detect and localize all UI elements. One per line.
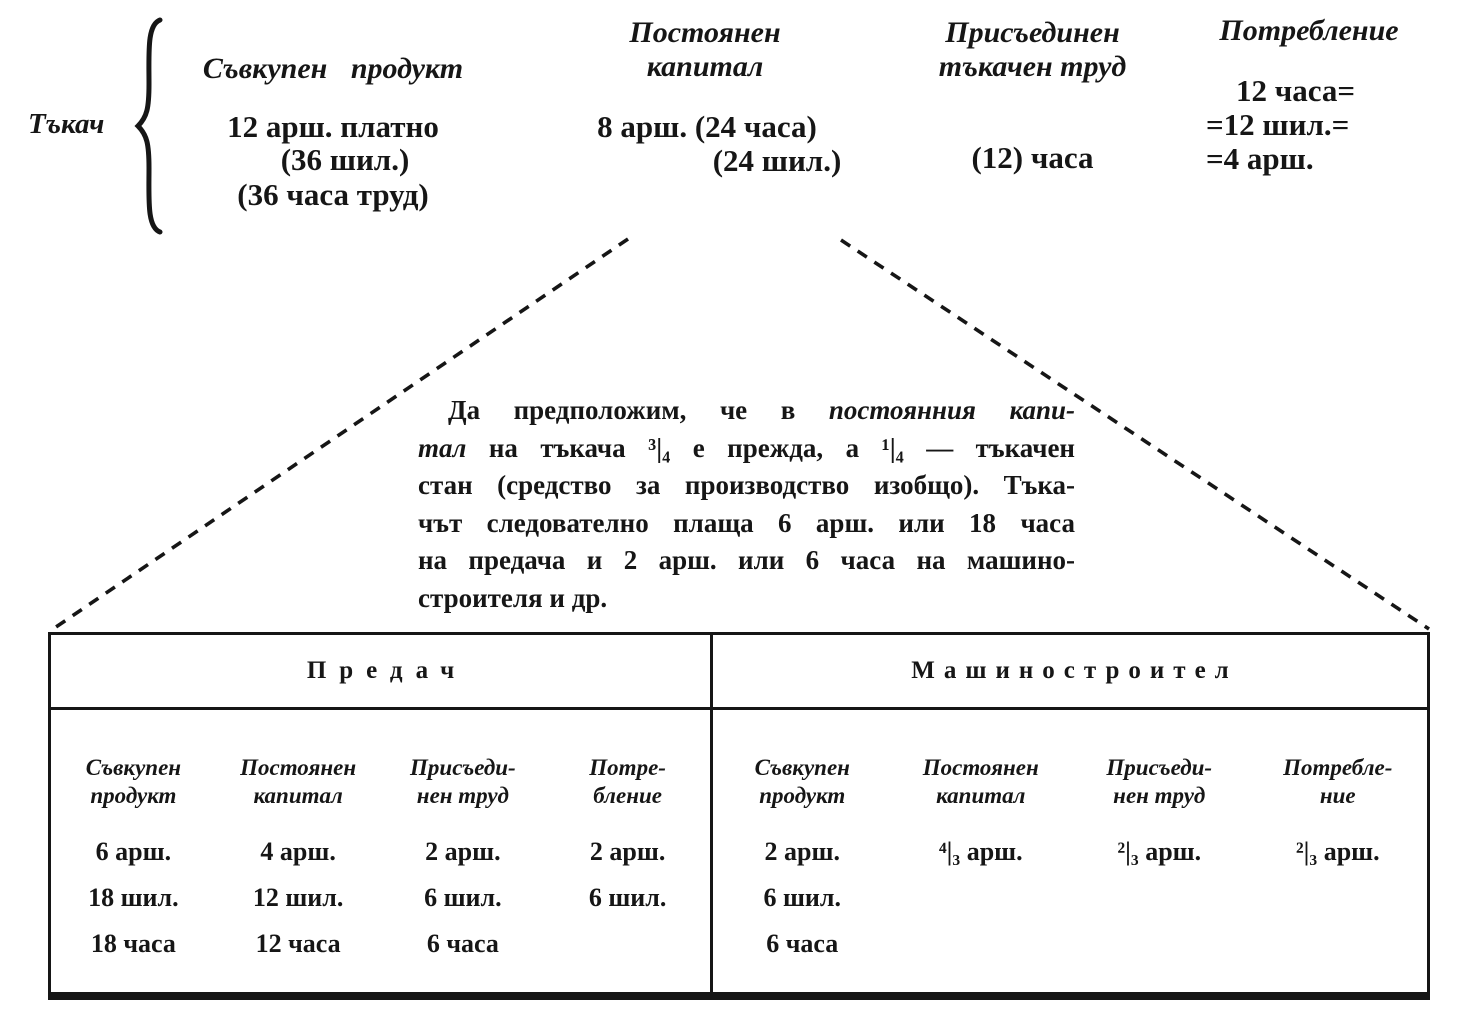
table-cell: 2 арш. [589, 837, 666, 866]
top-constant-capital-shillings: (24 шил.) [712, 143, 842, 178]
table-cell: 6 часа [766, 929, 839, 958]
table-cell: ²|₃ арш. [1295, 837, 1380, 866]
machinebuilder-columns [713, 710, 1427, 993]
table-cell [1070, 929, 1249, 959]
table-cell: 6 часа [426, 929, 499, 958]
column-header-line: бление [593, 783, 662, 808]
column-header-line: капитал [253, 783, 343, 808]
spinner-column-headers [51, 754, 710, 810]
paragraph-line: чът следователно плаща 6 арш. или 18 часа [418, 507, 1075, 538]
column-header [713, 754, 892, 810]
top-added-labor-hours: (12) часа [971, 140, 1094, 175]
machinebuilder-column-headers [713, 754, 1427, 810]
header-line-2: капитал [646, 50, 764, 83]
paragraph-line: строителя и др. [418, 582, 608, 613]
table-cell: 6 шил. [763, 883, 842, 912]
top-col-consumption-header: Потребление [1219, 14, 1399, 47]
weaver-row-label: Тъкач [28, 108, 105, 140]
paragraph-italic-text: тал [418, 432, 467, 463]
column-header [892, 754, 1071, 810]
table-cell [892, 929, 1071, 959]
table-cell: 6 шил. [588, 883, 667, 912]
consumption-arshins: =4 арш. [1206, 141, 1314, 176]
table-cell: 4 арш. [260, 837, 336, 866]
column-header [51, 754, 216, 810]
top-total-product-hours: (36 часа труд) [237, 177, 429, 212]
table-row [713, 837, 1427, 867]
paragraph-text: на тъкача ³|₄ е прежда, а ¹|₄ — тъкачен [466, 432, 1075, 463]
spinner-section-header [51, 635, 713, 707]
consumption-shillings: =12 шил.= [1206, 107, 1350, 142]
column-header [545, 754, 710, 810]
paragraph-italic-text: постоянния капи- [828, 395, 1076, 425]
column-header-line: нен труд [1113, 783, 1206, 808]
table-cell: 2 арш. [764, 837, 840, 866]
table-cell [1249, 883, 1428, 913]
consumption-hours: 12 часа= [1236, 73, 1356, 108]
table-cell: ⁴|₃ арш. [938, 837, 1023, 866]
table-cell: 6 шил. [424, 883, 502, 912]
column-header-line: продукт [90, 783, 177, 808]
paragraph-line [418, 392, 1075, 430]
column-header [381, 754, 546, 810]
column-header-line: Съвкупен [754, 755, 850, 780]
table-cell: 12 часа [255, 929, 341, 958]
top-total-product-shillings: (36 шил.) [280, 142, 410, 177]
table-row [51, 883, 710, 913]
machinebuilder-section-header [713, 635, 1427, 707]
table-header-band [51, 635, 1427, 710]
header-line-1: Постоянен [629, 16, 781, 49]
table-cell: ²|₃ арш. [1117, 837, 1202, 866]
machinebuilder-section-title: Машиностроител [911, 657, 1238, 684]
table-row [713, 883, 1427, 913]
spinner-columns [51, 710, 713, 993]
top-col-total-product-header: Съвкупен продукт [202, 52, 464, 85]
column-header-line: продукт [759, 783, 846, 808]
column-header-line: Потре- [589, 755, 666, 780]
paragraph-line: на предача и 2 арш. или 6 часа на машино- [418, 545, 1075, 575]
column-header-line: нен труд [416, 783, 509, 808]
paragraph-line [418, 430, 1075, 468]
column-header [1249, 754, 1428, 810]
table-row [51, 837, 710, 867]
table-cell: 6 арш. [95, 837, 172, 866]
table-cell: 12 шил. [252, 883, 344, 912]
table-cell: 18 шил. [88, 883, 179, 912]
table-cell: 2 арш. [425, 837, 501, 866]
table-cell [1070, 883, 1249, 913]
header-line-2: тъкачен труд [938, 50, 1127, 83]
column-header [216, 754, 381, 810]
column-header [1070, 754, 1249, 810]
body-paragraph [418, 392, 1075, 617]
table-row [713, 929, 1427, 959]
header-line-1: Присъединен [945, 16, 1120, 49]
table-body [51, 710, 1427, 993]
column-header-line: Съвкупен [85, 755, 182, 780]
table-cell [545, 929, 710, 959]
paragraph-text: Да предположим, че в [448, 395, 829, 425]
paragraph-line: стан (средство за производство изобщо). Тъка- [418, 470, 1075, 500]
column-header-line: ние [1319, 783, 1356, 808]
table-row [51, 929, 710, 959]
table-cell: 18 часа [90, 929, 176, 958]
column-header-line: Постоянен [240, 755, 357, 780]
table-cell [1249, 929, 1428, 959]
table-cell [892, 883, 1071, 913]
column-header-line: Присъеди- [410, 755, 516, 780]
column-header-line: Присъеди- [1106, 755, 1213, 780]
spinner-section-title: Предач [306, 657, 468, 684]
top-constant-capital-value: 8 арш. (24 часа) [597, 109, 817, 144]
column-header-line: Постоянен [922, 755, 1039, 780]
column-header-line: капитал [936, 783, 1026, 808]
top-total-product-value: 12 арш. платно [227, 109, 439, 144]
column-header-line: Потребле- [1283, 755, 1393, 780]
spinner-machinebuilder-table [48, 632, 1430, 1000]
